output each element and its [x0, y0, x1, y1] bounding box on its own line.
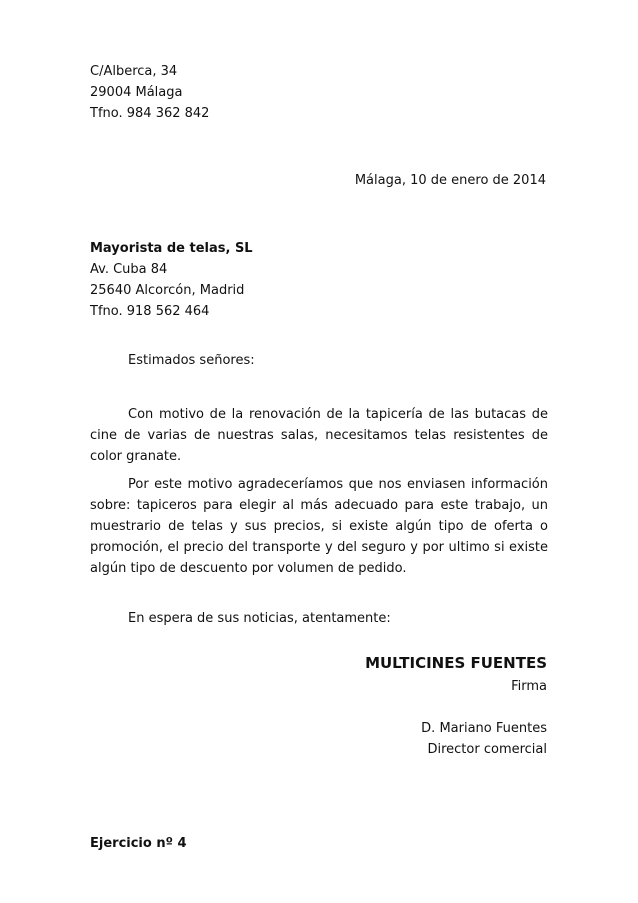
signature-title: Director comercial — [427, 742, 547, 757]
recipient-phone: Tfno. 918 562 464 — [90, 304, 210, 319]
sender-phone: Tfno. 984 362 842 — [90, 106, 210, 121]
recipient-address — [90, 238, 253, 322]
letter-date: Málaga, 10 de enero de 2014 — [354, 173, 546, 188]
greeting: Estimados señores: — [128, 353, 255, 368]
signature-firma: Firma — [511, 679, 547, 694]
recipient-city: 25640 Alcorcón, Madrid — [90, 283, 245, 298]
exercise-footer: Ejercicio nº 4 — [90, 836, 187, 851]
body-paragraph-2: Por este motivo agradeceríamos que nos enviasen información sobre: tapiceros para elegir al más adecuado para este trabajo, un muestrario de telas y sus precios, si existe algún tipo de oferta o promoción, el precio del transporte y del seguro y por ultimo si existe algún tipo de descuento por volumen de pedido. — [90, 477, 548, 576]
body-paragraph-1: Con motivo de la renovación de la tapicería de las butacas de cine de varias de nuestras salas, necesitamos telas resistentes de color granate. — [90, 407, 548, 464]
signature-name: D. Mariano Fuentes — [421, 721, 547, 736]
recipient-street: Av. Cuba 84 — [90, 262, 168, 277]
sender-city: 29004 Málaga — [90, 85, 183, 100]
recipient-name: Mayorista de telas, SL — [90, 241, 253, 256]
signature-block — [421, 676, 547, 760]
sender-street: C/Alberca, 34 — [90, 64, 178, 79]
sender-address — [90, 61, 209, 124]
signature-company: MULTICINES FUENTES — [365, 654, 547, 672]
closing-line: En espera de sus noticias, atentamente: — [128, 611, 391, 626]
